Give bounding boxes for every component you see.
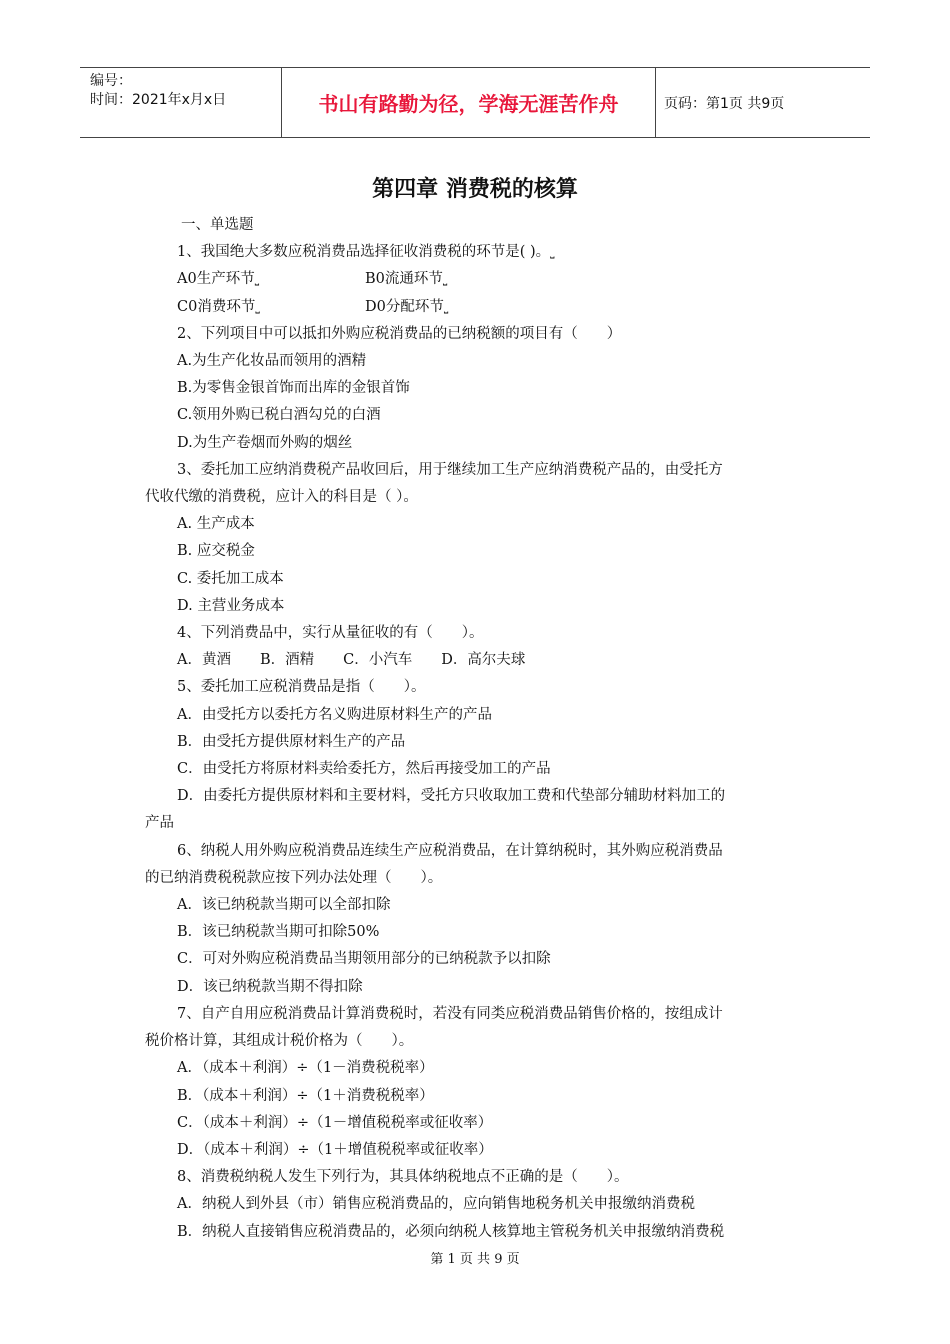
document-body (145, 212, 825, 1246)
question-6: 6、纳税人用外购应税消费品连续生产应税消费品，在计算纳税时，其外购应税消费品 (177, 842, 723, 859)
option-text: C．（成本＋利润）÷（1－增值税税率或征收率） (177, 1114, 493, 1131)
option-text: A．由受托方以委托方名义购进原材料生产的产品 (177, 706, 492, 723)
option-text: A. 生产成本 (177, 516, 255, 533)
document-title: 第四章 消费税的核算 (372, 177, 578, 202)
option-text: D. 主营业务成本 (177, 597, 285, 614)
question-7: 7、自产自用应税消费品计算消费税时，若没有同类应税消费品销售价格的，按组成计 (177, 1005, 723, 1022)
question-4-options: A．黄酒 B．酒精 C．小汽车 D．高尔夫球 (177, 652, 526, 669)
question-3: 3、委托加工应纳消费税产品收回后，用于继续加工生产应纳消费税产品的，由受托方 (177, 461, 723, 478)
option-text: D．（成本＋利润）÷（1＋增值税税率或征收率） (177, 1141, 493, 1158)
option-text: B．纳税人直接销售应税消费品的，必须向纳税人核算地主管税务机关申报缴纳消费税 (177, 1223, 725, 1240)
option-text: C.领用外购已税白酒勾兑的白酒 (177, 407, 381, 424)
option-text: B. 应交税金 (177, 543, 255, 560)
header-motto: 书山有路勤为径，学海无涯苦作舟 (281, 68, 656, 137)
question-8: 8、消费税纳税人发生下列行为，其具体纳税地点不正确的是（ ）。 (177, 1169, 629, 1186)
option-text: A．该已纳税款当期可以全部扣除 (177, 897, 391, 914)
option-text: B0流通环节⎵ (365, 271, 448, 288)
option-text: C．由受托方将原材料卖给委托方，然后再接受加工的产品 (177, 761, 551, 778)
option-text: D.为生产卷烟而外购的烟丝 (177, 434, 353, 451)
page-header (80, 67, 870, 138)
option-text: D．该已纳税款当期不得扣除 (177, 978, 363, 995)
option-text: B．该已纳税款当期可扣除50% (177, 924, 380, 941)
time-label: 时间：2021年x月x日 (90, 92, 227, 108)
section-heading: 一、单选题 (181, 217, 254, 233)
option-text: A．（成本＋利润）÷（1－消费税税率） (177, 1060, 434, 1077)
option-text: B．（成本＋利润）÷（1＋消费税税率） (177, 1087, 434, 1104)
question-2: 2、下列项目中可以抵扣外购应税消费品的已纳税额的项目有（ ） (177, 325, 622, 342)
option-text: A．纳税人到外县（市）销售应税消费品的，应向销售地税务机关申报缴纳消费税 (177, 1196, 695, 1213)
question-1-options-row2 (145, 294, 825, 321)
question-1-options-row1 (145, 266, 825, 293)
option-text: C0消费环节⎵ (177, 298, 260, 315)
option-text: B.为零售金银首饰而出库的金银首饰 (177, 380, 410, 397)
question-6-continued: 的已纳消费税税款应按下列办法处理（ ）。 (145, 869, 443, 886)
option-text: B．由受托方提供原材料生产的产品 (177, 733, 406, 750)
header-meta (80, 68, 280, 137)
question-4: 4、下列消费品中，实行从量征收的有（ ）。 (177, 625, 484, 642)
number-label: 编号： (90, 73, 132, 89)
option-text: C. 委托加工成本 (177, 570, 284, 587)
option-text: C．可对外购应税消费品当期领用部分的已纳税款予以扣除 (177, 951, 551, 968)
option-text: A.为生产化妆品而领用的酒精 (177, 353, 367, 370)
question-5: 5、委托加工应税消费品是指（ ）。 (177, 679, 426, 696)
option-text-continued: 产品 (145, 815, 174, 832)
option-text: A0生产环节⎵ (177, 271, 260, 288)
question-1: 1、我国绝大多数应税消费品选择征收消费税的环节是( )。⎵ (177, 244, 555, 261)
option-text: D0分配环节⎵ (365, 298, 449, 315)
option-text: D．由委托方提供原材料和主要材料，受托方只收取加工费和代垫部分辅助材料加工的 (177, 788, 726, 805)
question-3-continued: 代收代缴的消费税，应计入的科目是（ ）。 (145, 489, 418, 506)
question-7-continued: 税价格计算，其组成计税价格为（ ）。 (145, 1033, 414, 1050)
page-footer: 第 1 页 共 9 页 (430, 1252, 520, 1267)
header-page-info: 页码：第1页 共9页 (664, 95, 785, 112)
